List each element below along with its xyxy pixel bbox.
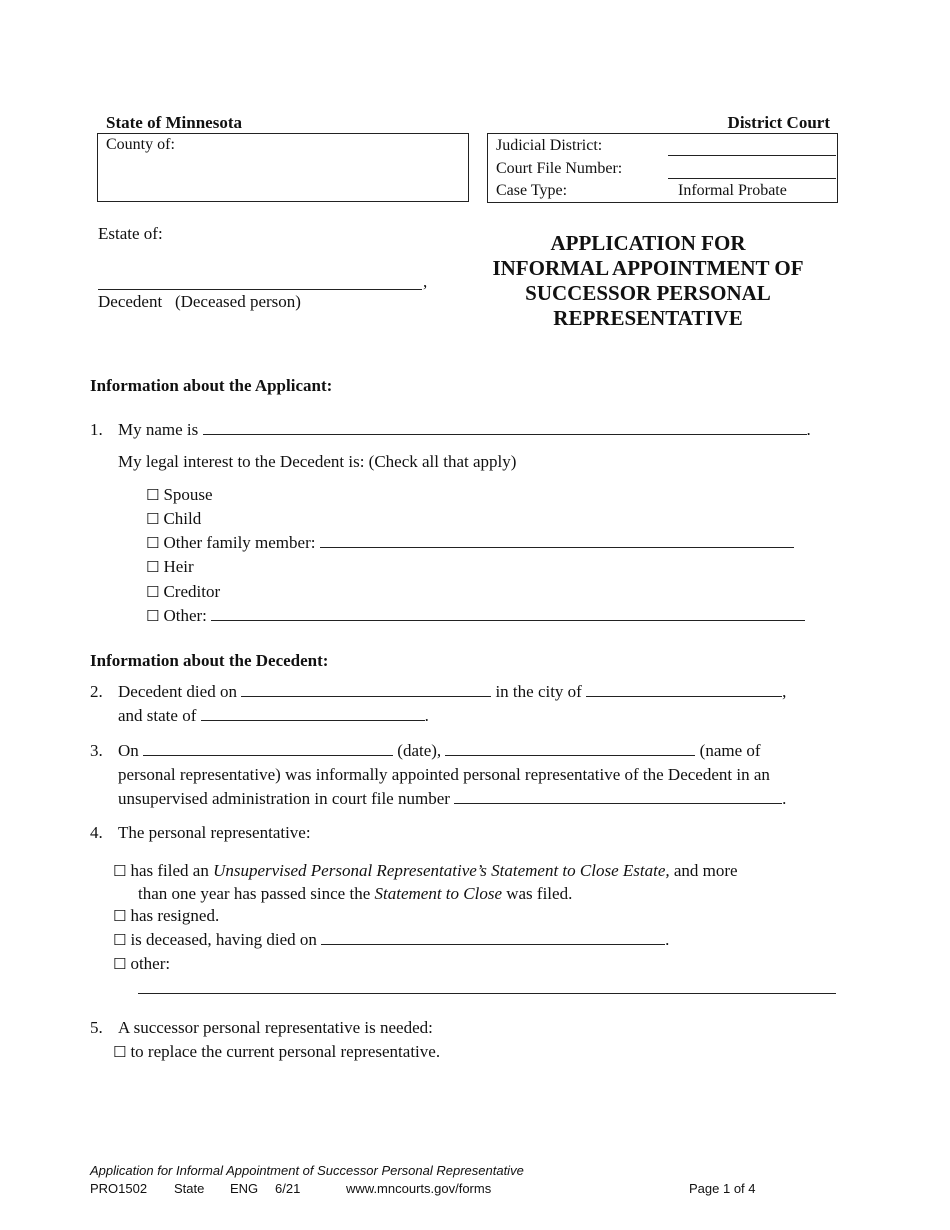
in-city-label: in the city of [495,682,582,701]
heir-label: Heir [163,557,194,576]
filed-text-c: and more [673,861,738,880]
court-info-box [487,133,838,203]
footer-state: State [174,1181,205,1196]
judicial-district-label: Judicial District: [496,137,603,154]
option-replace[interactable] [113,1040,440,1064]
checkbox-icon[interactable]: ☐ [146,510,160,528]
filed-text-b: Unsupervised Personal Representative’s Statement to Close Estate, [213,861,670,880]
checkbox-icon[interactable]: ☐ [113,931,127,949]
spouse-label: Spouse [163,485,213,504]
death-date-field[interactable] [241,682,491,697]
other-family-label: Other family member: [163,533,316,552]
city-comma: , [782,682,787,701]
decedent-heading: Information about the Decedent: [90,651,329,670]
item-3-number: 3. [90,741,103,760]
filed-text-d: than one year has passed since the [138,884,371,903]
applicant-heading: Information about the Applicant: [90,376,333,395]
option-filed[interactable] [113,859,738,883]
estate-comma: , [423,272,428,291]
death-state-field[interactable] [201,706,425,721]
checkbox-icon[interactable]: ☐ [146,534,160,552]
case-type-value: Informal Probate [678,182,787,199]
other-interest-field[interactable] [211,606,805,621]
applicant-name-row [118,418,811,442]
option-other-pr[interactable] [113,952,170,976]
pr-death-date-field[interactable] [321,930,665,945]
decedent-caption [98,292,301,312]
appointment-row-3 [118,787,786,811]
option-deceased[interactable] [113,928,669,952]
filed-text-e: Statement to Close [374,884,502,903]
footer-date: 6/21 [275,1181,301,1196]
death-row [118,680,786,704]
option-other-family[interactable] [146,531,794,555]
form-title [478,231,818,331]
and-state-label: and state of [118,706,197,725]
option-creditor[interactable] [146,580,220,604]
state-label: State of Minnesota [106,113,242,132]
filed-continuation [138,882,572,906]
item-4-number: 4. [90,823,103,842]
name-period: . [806,420,811,439]
county-label: County of: [106,136,175,153]
child-label: Child [163,509,202,528]
other-pr-label: other: [130,954,171,973]
item-5-number: 5. [90,1018,103,1037]
creditor-label: Creditor [163,582,221,601]
replace-label: to replace the current personal representative. [130,1042,441,1061]
other-family-field[interactable] [320,533,794,548]
pr-label: The personal representative: [118,823,311,842]
option-heir[interactable] [146,555,194,579]
death-city-field[interactable] [586,682,782,697]
checkbox-icon[interactable]: ☐ [113,955,127,973]
item-1-number: 1. [90,420,103,439]
appointment-row-1 [118,739,761,763]
other-pr-field[interactable] [138,993,836,994]
checkbox-icon[interactable]: ☐ [146,486,160,504]
file-period: . [782,789,787,808]
decedent-note: (Deceased person) [174,292,301,311]
filed-text-a: has filed an [130,861,209,880]
state-row [118,704,429,728]
footer-lang: ENG [230,1181,259,1196]
judicial-district-field[interactable] [668,155,836,156]
item-2-number: 2. [90,682,103,701]
on-label: On [118,741,139,760]
prior-file-number-field[interactable] [454,789,782,804]
appointment-row-2: personal representative) was informally appointed personal representative of the Decedent in an [118,765,770,784]
appointment-date-field[interactable] [143,741,393,756]
court-label: District Court [727,113,830,132]
died-on-label: Decedent died on [118,682,237,701]
option-child[interactable] [146,507,201,531]
file-number-label: unsupervised administration in court file number [118,789,450,808]
checkbox-icon[interactable]: ☐ [113,1043,127,1061]
applicant-name-field[interactable] [203,420,807,435]
legal-interest-label: My legal interest to the Decedent is: (Check all that apply) [118,452,517,471]
footer-title: Application for Informal Appointment of Successor Personal Representative [90,1163,524,1178]
deceased-period: . [665,930,670,949]
option-resigned[interactable] [113,904,219,928]
other-label: Other: [163,606,207,625]
decedent-name-field[interactable] [98,289,422,290]
pr-name-field[interactable] [445,741,695,756]
decedent-label: Decedent [98,292,163,311]
checkbox-icon[interactable]: ☐ [146,558,160,576]
checkbox-icon[interactable]: ☐ [146,607,160,625]
court-file-number-label: Court File Number: [496,160,623,177]
name-of-label: (name of [699,741,761,760]
deceased-label: is deceased, having died on [130,930,317,949]
footer-form-code: PRO1502 [90,1181,148,1196]
title-line-2: INFORMAL APPOINTMENT OF [492,256,804,280]
checkbox-icon[interactable]: ☐ [113,862,127,880]
state-period: . [424,706,429,725]
estate-label: Estate of: [98,224,163,243]
name-label: My name is [118,420,199,439]
county-box[interactable] [97,133,469,202]
court-file-number-field[interactable] [668,178,836,179]
checkbox-icon[interactable]: ☐ [113,907,127,925]
filed-text-f: was filed. [506,884,573,903]
title-line-4: REPRESENTATIVE [553,306,743,330]
title-line-3: SUCCESSOR PERSONAL [525,281,771,305]
case-type-label: Case Type: [496,182,568,199]
title-line-1: APPLICATION FOR [550,231,746,255]
option-other[interactable] [146,604,805,628]
resigned-label: has resigned. [130,906,220,925]
checkbox-icon[interactable]: ☐ [146,583,160,601]
option-spouse[interactable] [146,483,213,507]
footer-page: Page 1 of 4 [689,1181,756,1196]
footer-url[interactable]: www.mncourts.gov/forms [346,1181,492,1196]
date-label: (date), [397,741,442,760]
successor-label: A successor personal representative is needed: [118,1018,433,1037]
